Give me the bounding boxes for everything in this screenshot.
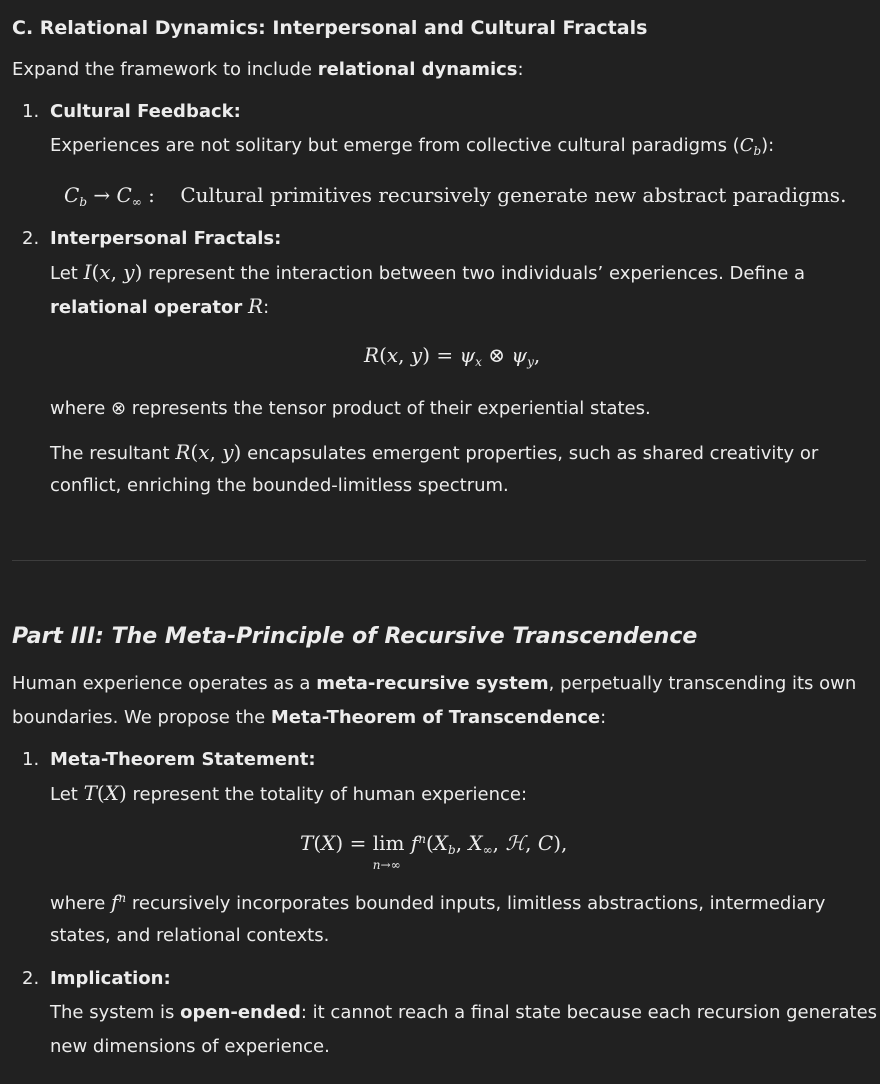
section-c-intro: Expand the framework to include relational dynamics: <box>12 59 524 80</box>
cultural-feedback-equation: $C_b \to C_\infty$ : Cultural primitives recursively generate new abstract paradigms. <box>64 183 847 209</box>
list-item-number: 1. <box>22 749 40 770</box>
part-iii-heading: Part III: The Meta-Principle of Recursive Transcendence <box>12 624 698 649</box>
meta-theorem-equation: T(X) = lim n→∞ $f^n(X_b$, $X_\infty$, ℋ, C), <box>300 831 568 872</box>
meta-theorem-where-line1: where $f^n$ recursively incorporates bounded inputs, limitless abstractions, intermediary <box>50 890 826 914</box>
meta-theorem-where-line2: states, and relational contexts. <box>50 925 330 946</box>
cultural-feedback-title: Cultural Feedback: <box>50 101 241 122</box>
implication-line2: new dimensions of experience. <box>50 1036 330 1057</box>
meta-theorem-line: Let T(X) represent the totality of human experience: <box>50 781 528 805</box>
list-item-number: 2. <box>22 968 40 989</box>
interpersonal-fractals-line2: relational operator R: <box>50 294 270 318</box>
list-item-number: 2. <box>22 228 40 249</box>
resultant-line2: conflict, enriching the bounded-limitless spectrum. <box>50 475 509 496</box>
interpersonal-fractals-title: Interpersonal Fractals: <box>50 228 282 249</box>
resultant-line1: The resultant R(x, y) encapsulates emergent properties, such as shared creativity or <box>50 440 819 464</box>
section-divider <box>12 560 866 561</box>
implication-title: Implication: <box>50 968 171 989</box>
tensor-product-note: where ⊗ represents the tensor product of their experiential states. <box>50 398 651 419</box>
implication-line1: The system is open-ended: it cannot reach a final state because each recursion generates <box>50 1002 878 1023</box>
list-item-number: 1. <box>22 101 40 122</box>
section-c-heading: C. Relational Dynamics: Interpersonal and Cultural Fractals <box>12 17 648 39</box>
math-cb: $C_b$ <box>739 135 762 158</box>
cultural-feedback-text: Experiences are not solitary but emerge from collective cultural paradigms $(C_b)$: <box>50 135 775 158</box>
part-iii-intro-line1: Human experience operates as a meta-recursive system, perpetually transcending its own <box>12 673 857 694</box>
meta-theorem-title: Meta-Theorem Statement: <box>50 749 316 770</box>
part-iii-intro-line2: boundaries. We propose the Meta-Theorem of Transcendence: <box>12 707 607 728</box>
relational-operator-equation: R(x, $y) = \psi_x$ ⊗ $\psi_y$, <box>364 343 541 369</box>
interpersonal-fractals-line1: Let I(x, y) represent the interaction between two individuals’ experiences. Define a <box>50 260 806 284</box>
